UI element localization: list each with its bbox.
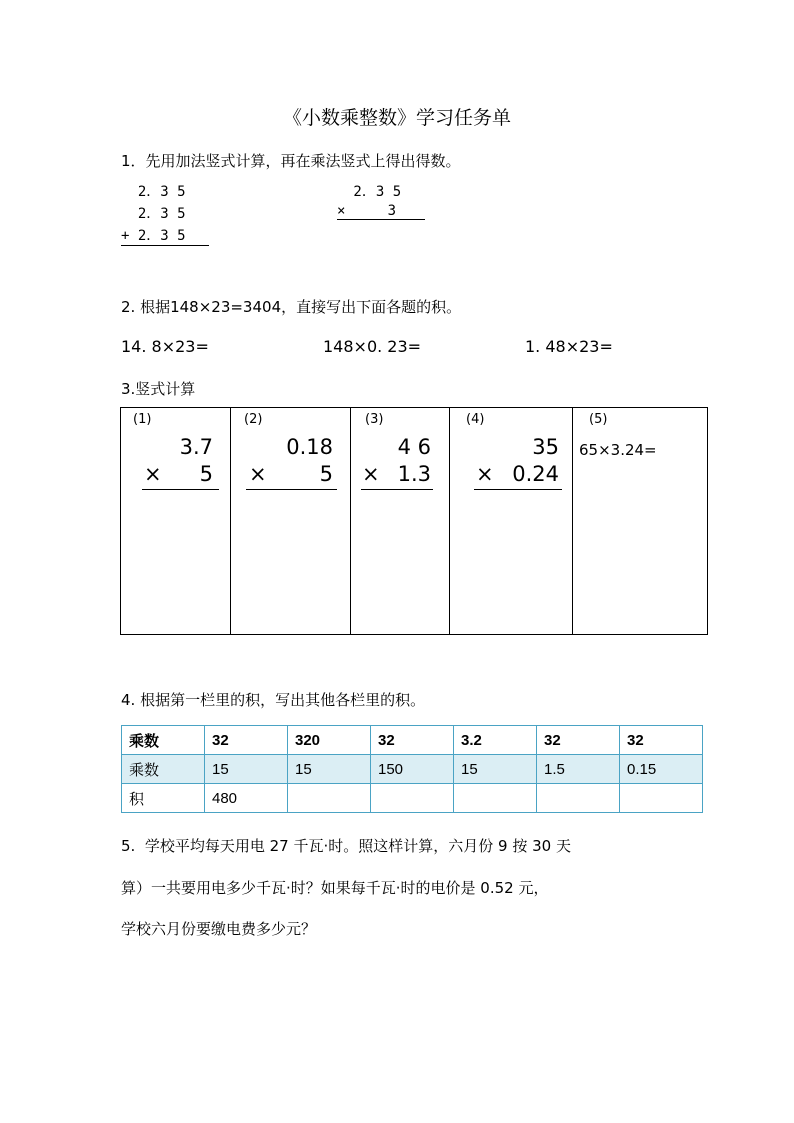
row-label: 乘数 bbox=[122, 755, 205, 784]
cell-3-bottom: 1.3 bbox=[397, 462, 431, 486]
cell-4-top: 35 bbox=[532, 435, 559, 459]
q1-mul-line-1: 2．3 5 bbox=[345, 184, 402, 200]
table-cell: 150 bbox=[371, 755, 454, 784]
cell-4-bottom: 0.24 bbox=[512, 462, 559, 486]
table-cell: 32 bbox=[371, 726, 454, 755]
cell-2-underline bbox=[246, 489, 337, 490]
cell-3-top: 4 6 bbox=[397, 435, 431, 459]
table-cell: 320 bbox=[288, 726, 371, 755]
cell-4-label: (4) bbox=[466, 412, 485, 427]
cell-2-op: × bbox=[249, 462, 267, 486]
cell-2-top: 0.18 bbox=[286, 435, 333, 459]
cell-5-label: (5) bbox=[589, 412, 608, 427]
answer-cell[interactable] bbox=[288, 784, 371, 813]
grid-divider bbox=[230, 408, 231, 634]
q3-text: 3.竖式计算 bbox=[121, 380, 196, 398]
table-cell: 32 bbox=[537, 726, 620, 755]
q1-text: 1．先用加法竖式计算，再在乘法竖式上得出得数。 bbox=[121, 152, 461, 170]
q2-item-3: 1. 48×23= bbox=[525, 337, 613, 356]
q1-add-line-2: 2．3 5 bbox=[121, 206, 186, 222]
table-cell: 32 bbox=[620, 726, 703, 755]
cell-2-bottom: 5 bbox=[319, 462, 333, 486]
cell-3-label: (3) bbox=[365, 412, 384, 427]
row-label: 乘数 bbox=[122, 726, 205, 755]
cell-1-top: 3.7 bbox=[179, 435, 213, 459]
grid-divider bbox=[572, 408, 573, 634]
row-label: 积 bbox=[122, 784, 205, 813]
table-cell: 480 bbox=[205, 784, 288, 813]
grid-divider bbox=[449, 408, 450, 634]
q1-add-line-3: + 2．3 5 bbox=[121, 225, 209, 246]
table-cell: 32 bbox=[205, 726, 288, 755]
vertical-calc-grid bbox=[120, 407, 708, 635]
q5-line-2: 算）一共要用电多少千瓦·时？如果每千瓦·时的电价是 0.52 元， bbox=[121, 879, 549, 897]
table-cell: 1.5 bbox=[537, 755, 620, 784]
page-title: 《小数乘整数》学习任务单 bbox=[282, 107, 511, 129]
cell-1-label: (1) bbox=[133, 412, 152, 427]
cell-4-op: × bbox=[476, 462, 494, 486]
table-cell: 15 bbox=[288, 755, 371, 784]
table-cell: 15 bbox=[454, 755, 537, 784]
table-cell: 15 bbox=[205, 755, 288, 784]
table-row bbox=[122, 755, 703, 784]
answer-cell[interactable] bbox=[454, 784, 537, 813]
q2-text: 2. 根据148×23=3404，直接写出下面各题的积。 bbox=[121, 298, 462, 316]
q2-item-1: 14. 8×23= bbox=[121, 337, 209, 356]
q5-line-3: 学校六月份要缴电费多少元？ bbox=[121, 920, 317, 938]
cell-3-op: × bbox=[362, 462, 380, 486]
q5-line-1: 5. 学校平均每天用电 27 千瓦·时。照这样计算，六月份 9 按 30 天 bbox=[121, 837, 571, 855]
q4-text: 4. 根据第一栏里的积，写出其他各栏里的积。 bbox=[121, 691, 426, 709]
table-cell: 0.15 bbox=[620, 755, 703, 784]
answer-cell[interactable] bbox=[371, 784, 454, 813]
q1-mul-line-2: × 3 bbox=[337, 203, 425, 220]
grid-divider bbox=[350, 408, 351, 634]
cell-1-underline bbox=[142, 489, 219, 490]
table-row bbox=[122, 784, 703, 813]
cell-1-bottom: 5 bbox=[199, 462, 213, 486]
cell-1-op: × bbox=[144, 462, 162, 486]
cell-3-underline bbox=[361, 489, 433, 490]
answer-cell[interactable] bbox=[537, 784, 620, 813]
table-cell: 3.2 bbox=[454, 726, 537, 755]
cell-2-label: (2) bbox=[244, 412, 263, 427]
q1-add-line-1: 2．3 5 bbox=[121, 184, 186, 200]
cell-5-expr: 65×3.24= bbox=[579, 441, 657, 459]
product-table bbox=[121, 725, 703, 813]
q2-item-2: 148×0. 23= bbox=[323, 337, 422, 356]
answer-cell[interactable] bbox=[620, 784, 703, 813]
cell-4-underline bbox=[474, 489, 562, 490]
table-row bbox=[122, 726, 703, 755]
